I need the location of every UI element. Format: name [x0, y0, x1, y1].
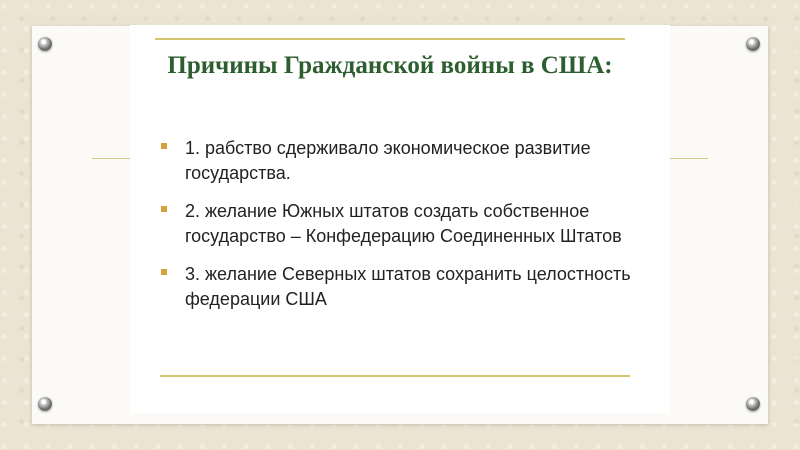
- bottom-rule: [160, 375, 630, 377]
- bullet-square-icon: [161, 269, 167, 275]
- bullet-square-icon: [161, 143, 167, 149]
- title-top-rule: [155, 38, 625, 40]
- list-item: [160, 199, 640, 249]
- list-item: [160, 136, 640, 186]
- causes-list: [160, 136, 640, 325]
- slide-content: [130, 25, 670, 413]
- list-item-text: 3. желание Северных штатов сохранить целостность федерации США: [185, 264, 631, 309]
- slide-title: Причины Гражданской войны в США:: [167, 52, 613, 79]
- pin-bottom-right-icon: [746, 397, 760, 411]
- pin-top-left-icon: [38, 37, 52, 51]
- list-item-text: 1. рабство сдерживало экономическое развитие государства.: [185, 138, 591, 183]
- pin-bottom-left-icon: [38, 397, 52, 411]
- list-item-text: 2. желание Южных штатов создать собственное государство – Конфедерацию Соединенных Штатов: [185, 201, 622, 246]
- bullet-square-icon: [161, 206, 167, 212]
- pin-top-right-icon: [746, 37, 760, 51]
- list-item: [160, 262, 640, 312]
